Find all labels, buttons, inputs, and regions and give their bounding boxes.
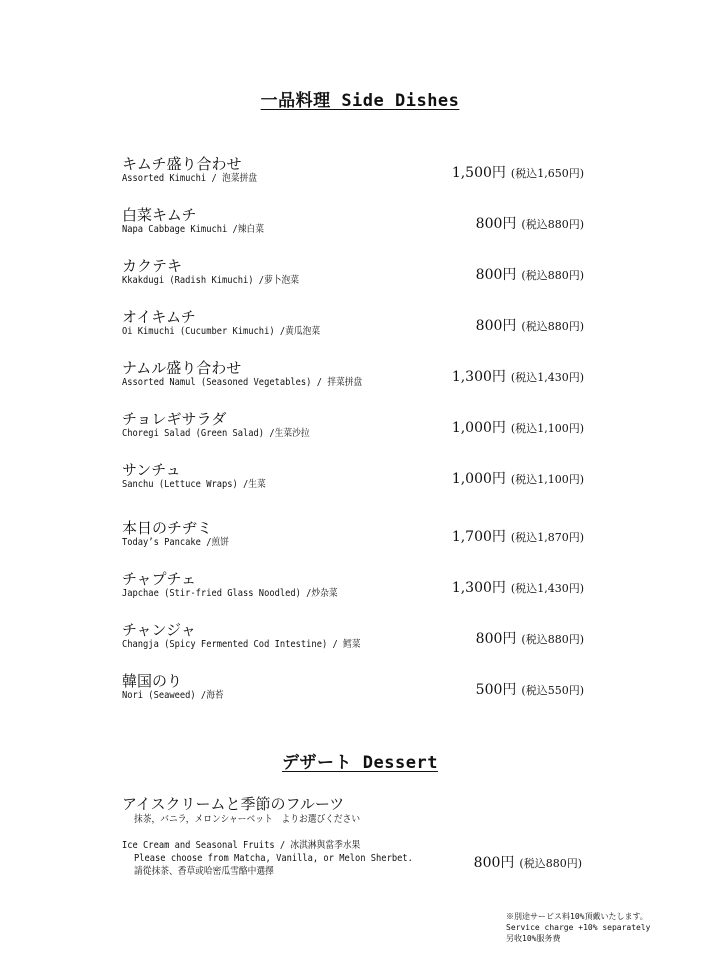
- menu-item-price-tax: (税込1,100円): [510, 473, 584, 486]
- menu-item-price: [452, 528, 584, 547]
- menu-item-price: [476, 266, 584, 285]
- menu-item-price: [452, 368, 584, 387]
- menu-item-price-tax: (税込1,100円): [510, 422, 584, 435]
- menu-item: [122, 257, 592, 299]
- menu-item-name-jp: 白菜キムチ: [122, 206, 197, 224]
- dessert-price-value: 800円: [473, 855, 515, 871]
- menu-item-price-tax: (税込1,650円): [510, 167, 584, 180]
- dessert-choice-en: Please choose from Matcha, Vanilla, or Melon Sherbet.: [134, 853, 413, 864]
- menu-item-name-jp: チャンジャ: [122, 621, 196, 639]
- service-charge-note-jp: ※別途サービス料10%頂戴いたします。: [506, 912, 648, 921]
- menu-item-price-tax: (税込880円): [521, 269, 584, 282]
- menu-item-price: [476, 681, 584, 700]
- menu-item-price: [476, 215, 584, 234]
- menu-item-name-en: Napa Cabbage Kimuchi /辣白菜: [122, 224, 264, 235]
- menu-item-price-tax: (税込550円): [521, 684, 584, 697]
- menu-item-price-value: 1,000円: [451, 420, 506, 436]
- menu-item-price: [452, 164, 584, 183]
- menu-item-price-value: 1,500円: [451, 165, 506, 181]
- menu-item-name-jp: サンチュ: [122, 461, 181, 479]
- dessert-name-en: Ice Cream and Seasonal Fruits / 冰淇淋與當季水果: [122, 840, 361, 851]
- menu-item-name-jp: 韓国のり: [122, 672, 183, 690]
- menu-item-price-tax: (税込1,430円): [510, 582, 584, 595]
- dessert-heading-text: デザート Dessert: [282, 753, 438, 773]
- menu-item-name-en: Japchae (Stir-fried Glass Noodled) /炒杂菜: [122, 588, 338, 599]
- menu-item: [122, 461, 592, 503]
- menu-item-name-en: Sanchu (Lettuce Wraps) /生菜: [122, 479, 266, 490]
- menu-item-price-tax: (税込880円): [521, 320, 584, 333]
- menu-item-price: [452, 579, 584, 598]
- menu-item: [122, 410, 592, 452]
- menu-item: [122, 621, 592, 663]
- menu-item: [122, 359, 592, 401]
- menu-item-price: [452, 470, 584, 489]
- dessert-choice-jp: 抹茶，バニラ，メロンシャーベット よりお選びください: [134, 814, 361, 825]
- menu-item-price-value: 1,700円: [451, 529, 506, 545]
- menu-item-price-value: 800円: [475, 267, 517, 283]
- menu-item-price-value: 1,300円: [451, 369, 506, 385]
- menu-item-name-jp: オイキムチ: [122, 308, 196, 326]
- menu-item-name-jp: キムチ盛り合わせ: [122, 155, 242, 173]
- menu-item-price-tax: (税込1,870円): [510, 531, 584, 544]
- menu-item-name-jp: チョレギサラダ: [122, 410, 227, 428]
- menu-item-price-value: 1,000円: [451, 471, 506, 487]
- menu-item-price: [476, 317, 584, 336]
- side-dishes-heading-text: 一品料理 Side Dishes: [260, 91, 460, 111]
- menu-item-price-tax: (税込1,430円): [510, 371, 584, 384]
- dessert-name-jp: アイスクリームと季節のフルーツ: [122, 795, 345, 813]
- menu-item-price-value: 800円: [475, 631, 517, 647]
- menu-item-price: [452, 419, 584, 438]
- menu-item-name-jp: ナムル盛り合わせ: [122, 359, 242, 377]
- dessert-price: [474, 854, 582, 873]
- service-charge-note-zh: 另收10%服务费: [506, 934, 561, 943]
- menu-item-name-en: Assorted Kimuchi / 泡菜拼盘: [122, 173, 257, 184]
- menu-item-price-value: 500円: [475, 682, 517, 698]
- menu-item-price-value: 1,300円: [451, 580, 506, 596]
- menu-item-name-en: Assorted Namul (Seasoned Vegetables) / 拌菜拼盘: [122, 377, 363, 388]
- menu-item-price: [476, 630, 584, 649]
- menu-item-name-jp: チャプチェ: [122, 570, 197, 588]
- dessert-heading: [0, 748, 720, 773]
- menu-item-name-en: Changja (Spicy Fermented Cod Intestine) / 鳕菜: [122, 639, 361, 650]
- dessert-price-tax: (税込880円): [519, 857, 582, 870]
- menu-item-name-en: Oi Kimuchi (Cucumber Kimuchi) /黄瓜泡菜: [122, 326, 321, 337]
- menu-item: [122, 570, 592, 612]
- menu-item: [122, 206, 592, 248]
- menu-item: [122, 672, 592, 714]
- dessert-choice-zh: 請從抹茶、香草或哈密瓜雪酪中選擇: [134, 866, 274, 877]
- menu-item-name-en: Today’s Pancake /煎饼: [122, 537, 229, 548]
- menu-item-name-jp: 本日のチヂミ: [122, 519, 213, 537]
- menu-item-price-value: 800円: [475, 216, 517, 232]
- menu-item-name-en: Choregi Salad (Green Salad) /生菜沙拉: [122, 428, 310, 439]
- menu-item-name-en: Nori (Seaweed) /海苔: [122, 690, 224, 701]
- menu-item-price-tax: (税込880円): [521, 218, 584, 231]
- menu-item-price-tax: (税込880円): [521, 633, 584, 646]
- menu-item-price-value: 800円: [475, 318, 517, 334]
- menu-item: [122, 155, 592, 197]
- menu-item: [122, 519, 592, 561]
- menu-item-name-en: Kkakdugi (Radish Kimuchi) /萝卜泡菜: [122, 275, 300, 286]
- service-charge-note-en: Service charge +10% separately: [506, 923, 651, 932]
- side-dishes-heading: [0, 86, 720, 111]
- menu-item: [122, 308, 592, 350]
- menu-item-name-jp: カクテキ: [122, 257, 183, 275]
